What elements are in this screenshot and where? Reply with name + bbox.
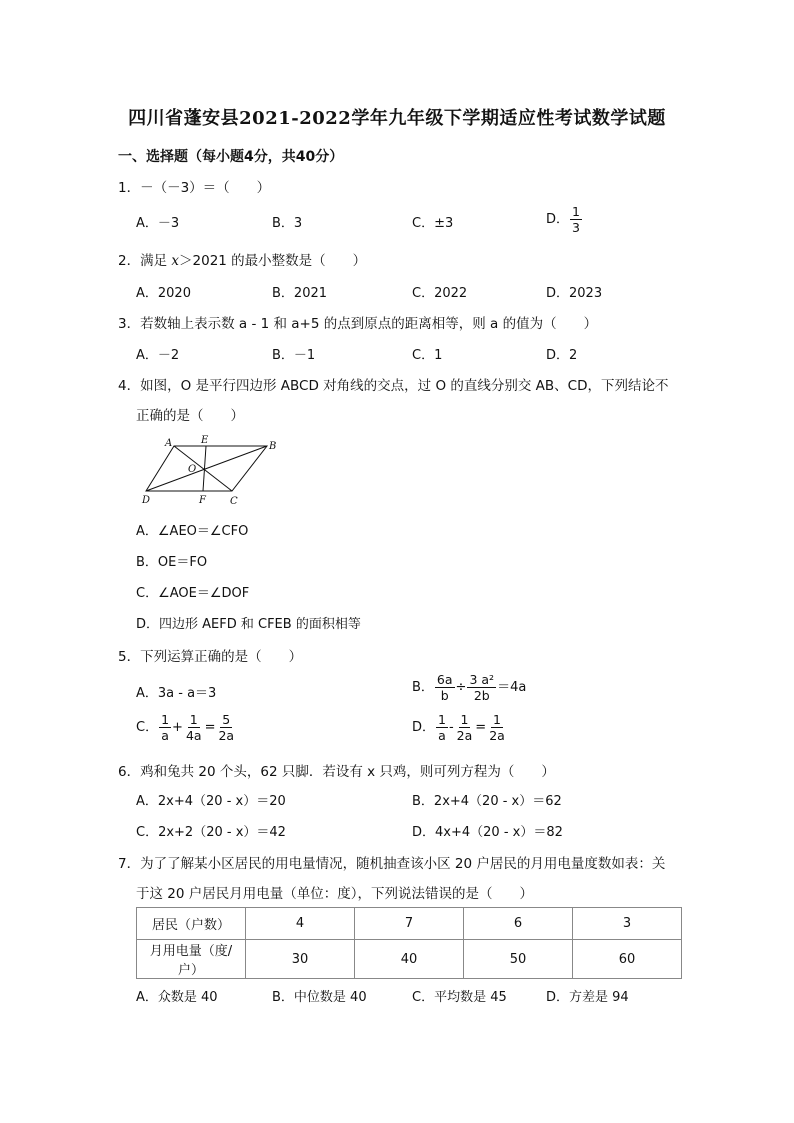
question-4-stem-line2: 正确的是（ ） (136, 408, 244, 424)
q5-option-a: A．3a - a＝3 (136, 686, 217, 701)
denominator: a (161, 728, 169, 743)
table-row (137, 940, 682, 979)
denominator: 4a (185, 728, 202, 743)
result: ＝4a (497, 680, 527, 695)
question-7-stem-line1: 7．为了了解某小区居民的用电量情况，随机抽查该小区 20 户居民的月用电量度数如表：关 (118, 856, 666, 872)
label-d: D (142, 495, 151, 506)
q1-option-c: C．±3 (412, 216, 454, 231)
equals: = (475, 720, 487, 735)
operator: ÷ (455, 680, 467, 695)
denominator: b (440, 688, 449, 703)
denominator: 2b (473, 688, 490, 703)
label-b: B (269, 441, 277, 452)
table-cell: 4 (246, 908, 355, 940)
diagonal-bd (146, 446, 267, 491)
fraction (435, 672, 455, 703)
fraction (436, 712, 448, 743)
q7-option-c: C．平均数是 45 (412, 990, 507, 1005)
q4-option-d: D．四边形 AEFD 和 CFEB 的面积相等 (136, 617, 361, 632)
numerator: 1 (189, 712, 198, 727)
question-7-stem-line2: 于这 20 户居民月用电量（单位：度），下列说法错误的是（ ） (136, 886, 534, 902)
numerator: 5 (222, 712, 231, 727)
numerator: 3 a² (469, 672, 495, 687)
question-4-stem-line1: 4．如图，O 是平行四边形 ABCD 对角线的交点，过 O 的直线分别交 AB、CD，下列结论不 (118, 378, 669, 394)
table-row-header: 月用电量（度/户） (137, 940, 246, 979)
label-c: C (230, 496, 238, 507)
numerator: 1 (161, 712, 170, 727)
numerator: 1 (438, 712, 446, 727)
q5-option-b (412, 672, 526, 703)
q6-option-d: D．4x+4（20 - x）＝82 (412, 825, 563, 840)
question-6-stem: 6．鸡和兔共 20 个头，62 只脚．若设有 x 只鸡，则可列方程为（ ） (118, 764, 555, 780)
question-2-stem (118, 249, 366, 269)
table-cell: 60 (573, 940, 682, 979)
table-row (137, 908, 682, 940)
fraction (455, 712, 475, 743)
q6-option-a: A．2x+4（20 - x）＝20 (136, 794, 286, 809)
stem-text: 2．满足 (118, 253, 172, 269)
denominator: 2a (456, 728, 473, 743)
numerator: 6a (436, 672, 453, 687)
denominator: 3 (572, 220, 580, 235)
label-a: A (165, 438, 173, 449)
denominator: 2a (489, 728, 505, 743)
fraction (487, 712, 507, 743)
table-row-header: 居民（户数） (137, 908, 246, 940)
label-o: O (188, 464, 197, 475)
q4-option-c: C．∠AOE＝∠DOF (136, 586, 250, 601)
q7-option-a: A．众数是 40 (136, 990, 218, 1005)
q1-option-d-prefix: D． (546, 212, 570, 227)
table-cell: 3 (573, 908, 682, 940)
label-e: E (201, 435, 209, 446)
table-cell: 30 (246, 940, 355, 979)
operator: + (172, 720, 183, 735)
q1-option-b: B．3 (272, 216, 303, 231)
table-cell: 50 (464, 940, 573, 979)
option-prefix: C． (136, 720, 159, 735)
parallelogram-figure (136, 432, 286, 512)
q4-option-b: B．OE＝FO (136, 555, 208, 570)
fraction (467, 672, 496, 703)
q7-option-b: B．中位数是 40 (272, 990, 367, 1005)
question-5-stem: 5．下列运算正确的是（ ） (118, 649, 303, 665)
question-3-stem: 3．若数轴上表示数 a - 1 和 a+5 的点到原点的距离相等，则 a 的值为（ ） (118, 316, 598, 332)
numerator: 1 (460, 712, 469, 727)
fraction (216, 712, 236, 743)
variable: x (171, 253, 180, 269)
option-prefix: D． (412, 720, 436, 735)
stem-text: ＞2021 的最小整数是（ ） (179, 253, 367, 269)
page-title: 四川省蓬安县2021-2022学年九年级下学期适应性考试数学试题 (128, 108, 666, 129)
q3-option-c: C．1 (412, 348, 443, 363)
q1-option-d (546, 204, 583, 235)
q1-option-a: A．－3 (136, 216, 180, 231)
q3-option-d: D．2 (546, 348, 578, 363)
table-cell: 7 (355, 908, 464, 940)
fraction (570, 204, 582, 235)
fraction (184, 712, 204, 743)
fraction (159, 712, 171, 743)
q3-option-a: A．－2 (136, 348, 180, 363)
numerator: 1 (493, 712, 501, 727)
operator: - (448, 720, 454, 735)
q2-option-b: B．2021 (272, 286, 328, 301)
q2-option-d: D．2023 (546, 286, 603, 301)
q6-option-c: C．2x+2（20 - x）＝42 (136, 825, 286, 840)
q7-option-d: D．方差是 94 (546, 990, 629, 1005)
q2-option-c: C．2022 (412, 286, 468, 301)
label-f: F (199, 495, 206, 506)
data-table (136, 907, 682, 979)
q5-option-d (412, 712, 508, 743)
equals: = (204, 720, 216, 735)
section-heading: 一、选择题（每小题4分，共40分） (118, 149, 344, 165)
q4-option-a: A．∠AEO＝∠CFO (136, 524, 249, 539)
q3-option-b: B．－1 (272, 348, 316, 363)
denominator: a (438, 728, 446, 743)
question-1-stem: 1．－（－3）＝（ ） (118, 180, 271, 196)
table-cell: 6 (464, 908, 573, 940)
numerator: 1 (572, 204, 580, 219)
option-prefix: B． (412, 680, 434, 695)
denominator: 2a (218, 728, 235, 743)
table-cell: 40 (355, 940, 464, 979)
q5-option-c (136, 712, 237, 743)
q2-option-a: A．2020 (136, 286, 191, 301)
q6-option-b: B．2x+4（20 - x）＝62 (412, 794, 562, 809)
